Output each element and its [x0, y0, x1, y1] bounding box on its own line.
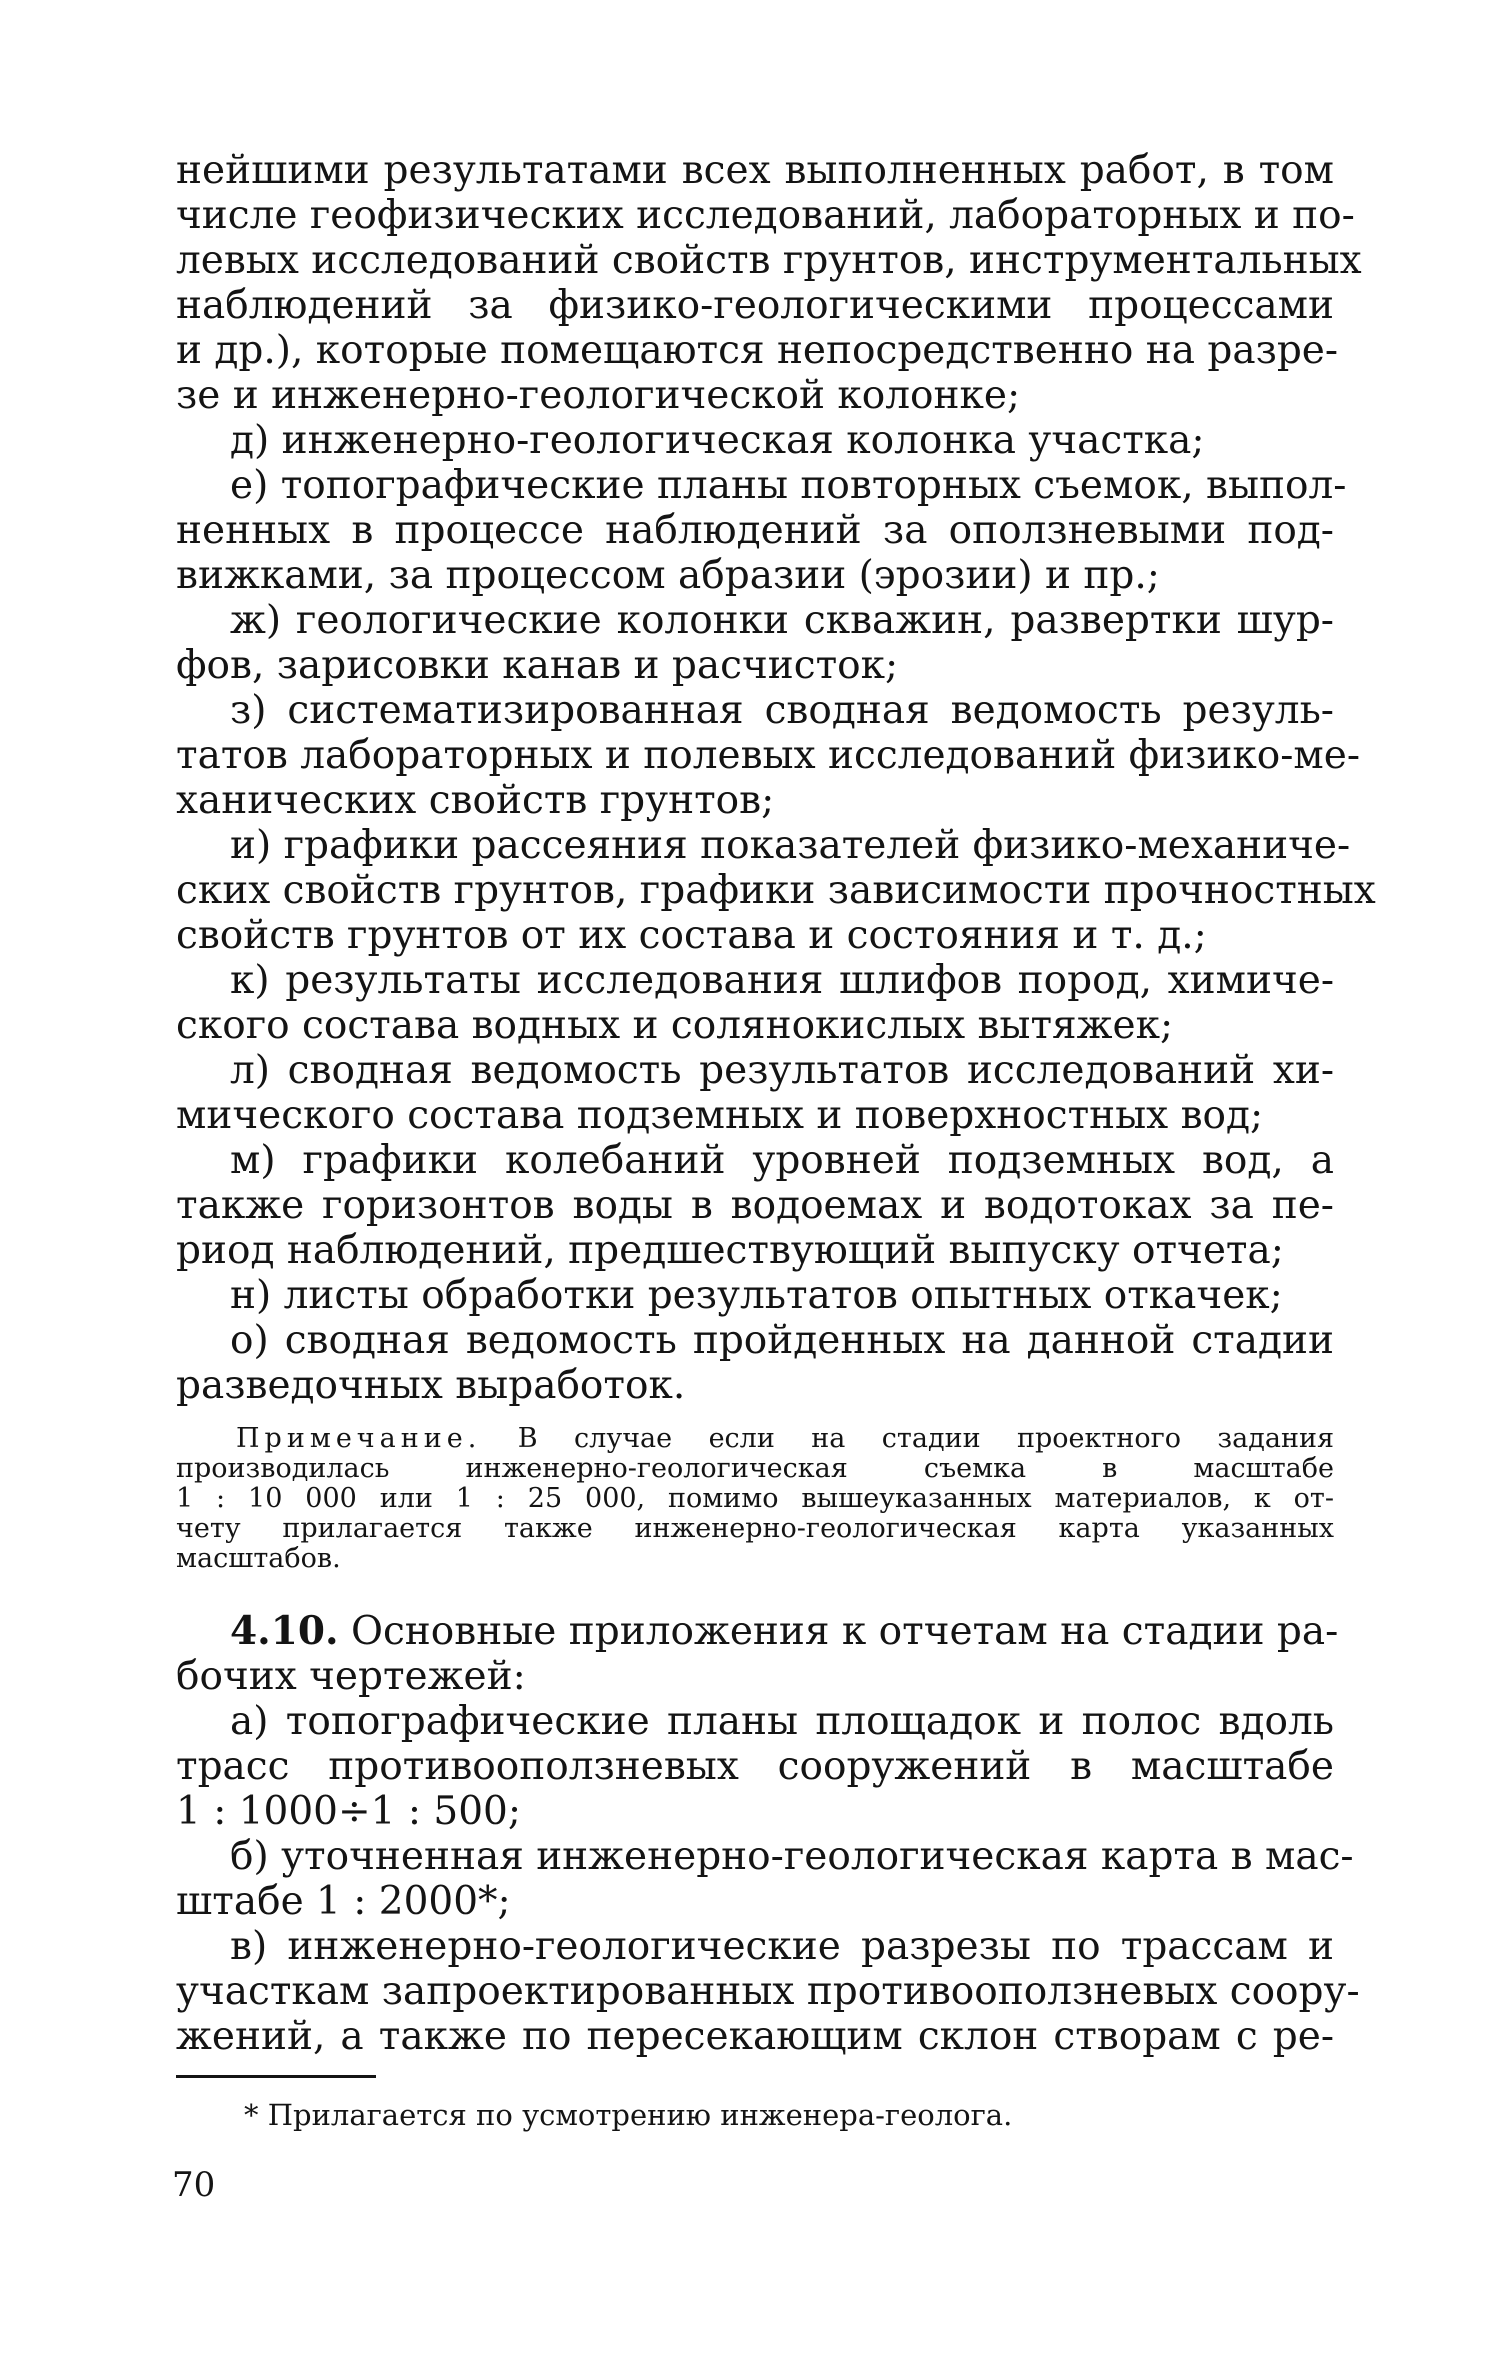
body-line: также горизонтов воды в водоемах и водотоках за пе- [176, 1183, 1334, 1228]
body-line: и др.), которые помещаются непосредственно на разре- [176, 328, 1339, 373]
body-line: риод наблюдений, предшествующий выпуску отчета; [176, 1228, 1284, 1273]
body-line: ненных в процессе наблюдений за оползневыми под- [176, 508, 1334, 553]
note-first-line [236, 1424, 1334, 1454]
body-line: штабе 1 : 2000*; [176, 1879, 511, 1924]
note-first-line-text: В случае если на стадии проектного задания [517, 1423, 1334, 1454]
body-line: трасс противооползневых сооружений в масштабе [176, 1744, 1334, 1789]
list-item-zh: ж) геологические колонки скважин, развертки шур- [230, 598, 1334, 643]
body-line: фов, зарисовки канав и расчисток; [176, 643, 899, 688]
footnote-divider [176, 2075, 376, 2078]
body-line: участкам запроектированных противооползневых соору- [176, 1969, 1360, 2014]
list-item-n: н) листы обработки результатов опытных откачек; [230, 1273, 1283, 1318]
note-line: чету прилагается также инженерно-геологическая карта указанных [176, 1513, 1334, 1544]
body-line: татов лабораторных и полевых исследований физико-ме- [176, 733, 1361, 778]
body-line: вижками, за процессом абразии (эрозии) и пр.; [176, 553, 1160, 598]
note-line: производилась инженерно-геологическая съемка в масштабе [176, 1453, 1334, 1484]
body-line: числе геофизических исследований, лабораторных и по- [176, 193, 1355, 238]
body-line: бочих чертежей: [176, 1654, 526, 1699]
list-item-b: б) уточненная инженерно-геологическая карта в мас- [230, 1834, 1354, 1879]
list-item-i: и) графики рассеяния показателей физико-механиче- [230, 823, 1351, 868]
list-item-o: о) сводная ведомость пройденных на данной стадии [230, 1318, 1334, 1363]
list-item-m: м) графики колебаний уровней подземных вод, а [230, 1138, 1334, 1183]
list-item-l: л) сводная ведомость результатов исследований хи- [230, 1048, 1334, 1093]
section-number: 4.10. [230, 1608, 339, 1654]
section-heading-text: Основные приложения к отчетам на стадии ра- [350, 1609, 1339, 1654]
note-line: 1 : 10 000 или 1 : 25 000, помимо вышеуказанных материалов, к от- [176, 1483, 1334, 1514]
list-item-z: з) систематизированная сводная ведомость резуль- [230, 688, 1334, 733]
body-line: левых исследований свойств грунтов, инструментальных [176, 238, 1362, 283]
body-line: ских свойств грунтов, графики зависимости прочностных [176, 868, 1376, 913]
note-label: Примечание. [236, 1423, 482, 1454]
footnote: * Прилагается по усмотрению инженера-геолога. [244, 2098, 1013, 2132]
list-item-a: а) топографические планы площадок и полос вдоль [230, 1699, 1334, 1744]
body-line: жений, а также по пересекающим склон створам с ре- [176, 2014, 1334, 2059]
body-line: ханических свойств грунтов; [176, 778, 775, 823]
page-number: 70 [172, 2165, 216, 2205]
list-item-d: д) инженерно-геологическая колонка участка; [230, 418, 1205, 463]
body-line: разведочных выработок. [176, 1363, 686, 1408]
body-line: наблюдений за физико-геологическими процессами [176, 283, 1334, 328]
list-item-v: в) инженерно-геологические разрезы по трассам и [230, 1924, 1334, 1969]
body-line: нейшими результатами всех выполненных работ, в том [176, 148, 1334, 193]
body-line: свойств грунтов от их состава и состояния и т. д.; [176, 913, 1207, 958]
list-item-k: к) результаты исследования шлифов пород, химиче- [230, 958, 1334, 1003]
list-item-e: е) топографические планы повторных съемок, выпол- [230, 463, 1347, 508]
body-line: зе и инженерно-геологической колонке; [176, 373, 1021, 418]
body-line: ского состава водных и солянокислых вытяжек; [176, 1003, 1174, 1048]
note-line: масштабов. [176, 1543, 341, 1574]
section-heading-line [230, 1608, 1339, 1654]
body-line: мического состава подземных и поверхностных вод; [176, 1093, 1264, 1138]
body-line: 1 : 1000÷1 : 500; [176, 1789, 522, 1834]
